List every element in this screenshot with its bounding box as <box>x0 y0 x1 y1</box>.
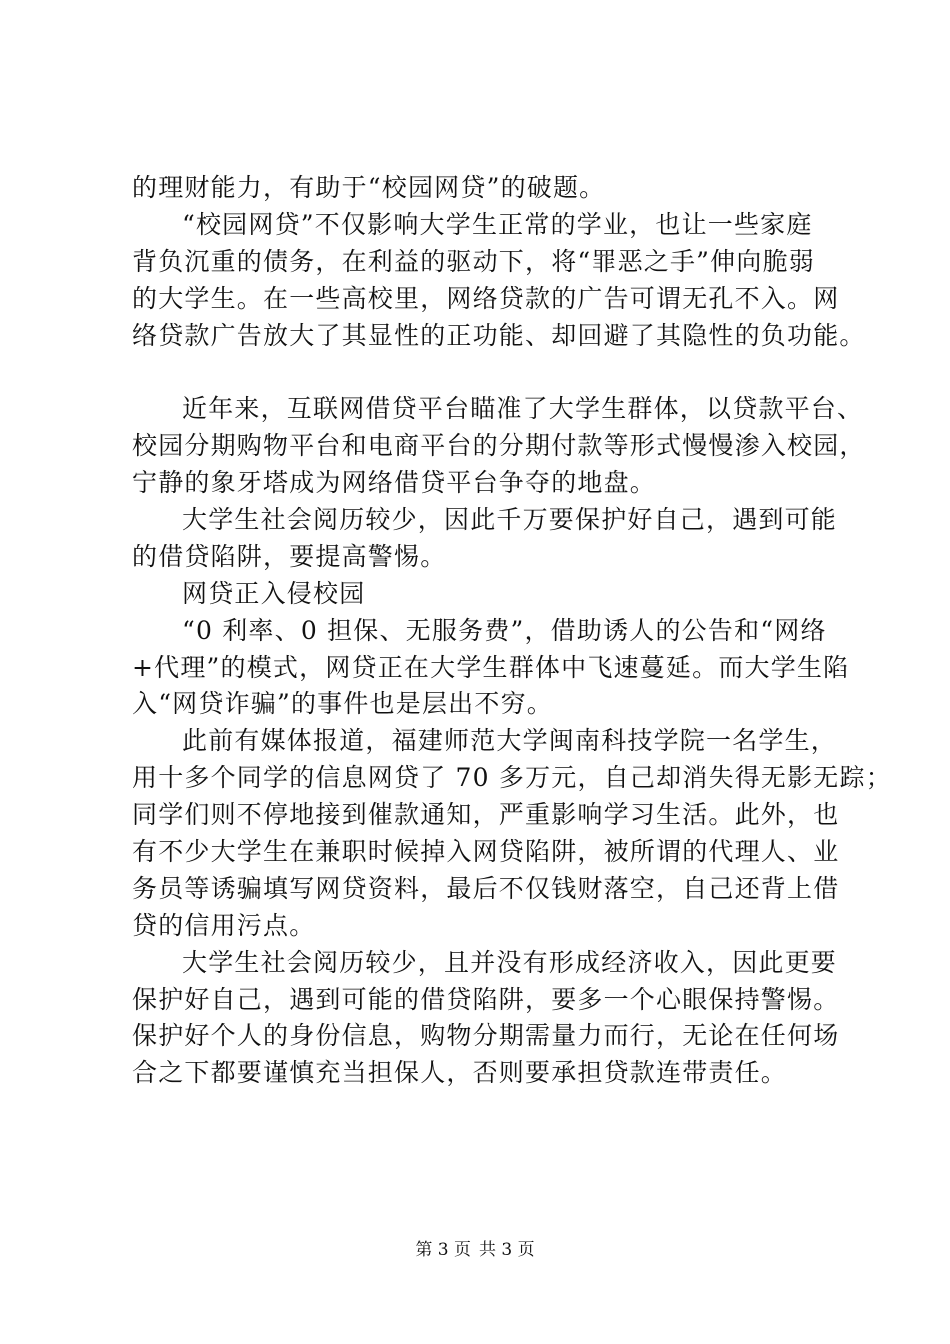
text-line: 的借贷陷阱，要提高警惕。 <box>132 541 447 571</box>
text-line: 宁静的象牙塔成为网络借贷平台争夺的地盘。 <box>132 468 657 498</box>
paragraph-start: “校园网贷”不仅影响大学生正常的学业，也让一些家庭 <box>182 209 813 239</box>
text-line: 保护好个人的身份信息，购物分期需量力而行，无论在任何场 <box>132 1021 840 1051</box>
paragraph-start: 此前有媒体报道，福建师范大学闽南科技学院一名学生， <box>182 726 838 756</box>
blank-line <box>132 354 862 391</box>
page-number-current: 第 3 页 <box>415 1240 471 1260</box>
paragraph-start: 大学生社会阅历较少，且并没有形成经济收入，因此更要 <box>182 947 838 977</box>
paragraph-start: “0 利率、0 担保、无服务费”，借助诱人的公告和“网络 <box>182 615 827 645</box>
text-line: 务员等诱骗填写网贷资料，最后不仅钱财落空，自己还背上借 <box>132 873 840 903</box>
paragraph-start: 近年来，互联网借贷平台瞄准了大学生群体，以贷款平台、 <box>182 394 864 424</box>
text-line: 合之下都要谨慎充当担保人，否则要承担贷款连带责任。 <box>132 1058 788 1088</box>
paragraph-start: 大学生社会阅历较少，因此千万要保护好自己，遇到可能 <box>182 505 838 535</box>
text-line: 校园分期购物平台和电商平台的分期付款等形式慢慢渗入校园， <box>132 431 866 461</box>
text-line: 用十多个同学的信息网贷了 70 多万元，自己却消失得无影无踪； <box>132 763 892 793</box>
text-line: 的大学生。在一些高校里，网络贷款的广告可谓无孔不入。网 <box>132 283 840 313</box>
text-line: 络贷款广告放大了其显性的正功能、却回避了其隐性的负功能。 <box>132 320 866 350</box>
text-line: +代理”的模式，网贷正在大学生群体中飞速蔓延。而大学生陷 <box>132 652 850 682</box>
text-line: 的理财能力，有助于“校园网贷”的破题。 <box>132 173 606 202</box>
text-line: 同学们则不停地接到催款通知，严重影响学习生活。此外，也 <box>132 800 840 830</box>
page-footer <box>0 1238 950 1262</box>
text-line: 入“网贷诈骗”的事件也是层出不穷。 <box>132 689 553 719</box>
text-line: 贷的信用污点。 <box>132 910 316 940</box>
page-number-total: 共 3 页 <box>479 1240 535 1260</box>
text-line: 保护好自己，遇到可能的借贷陷阱，要多一个心眼保持警惕。 <box>132 984 840 1014</box>
text-line: 背负沉重的债务，在利益的驱动下，将“罪恶之手”伸向脆弱 <box>132 246 815 276</box>
text-line: 有不少大学生在兼职时候掉入网贷陷阱，被所谓的代理人、业 <box>132 837 840 867</box>
section-heading: 网贷正入侵校园 <box>182 578 366 608</box>
article-body <box>132 170 892 1092</box>
